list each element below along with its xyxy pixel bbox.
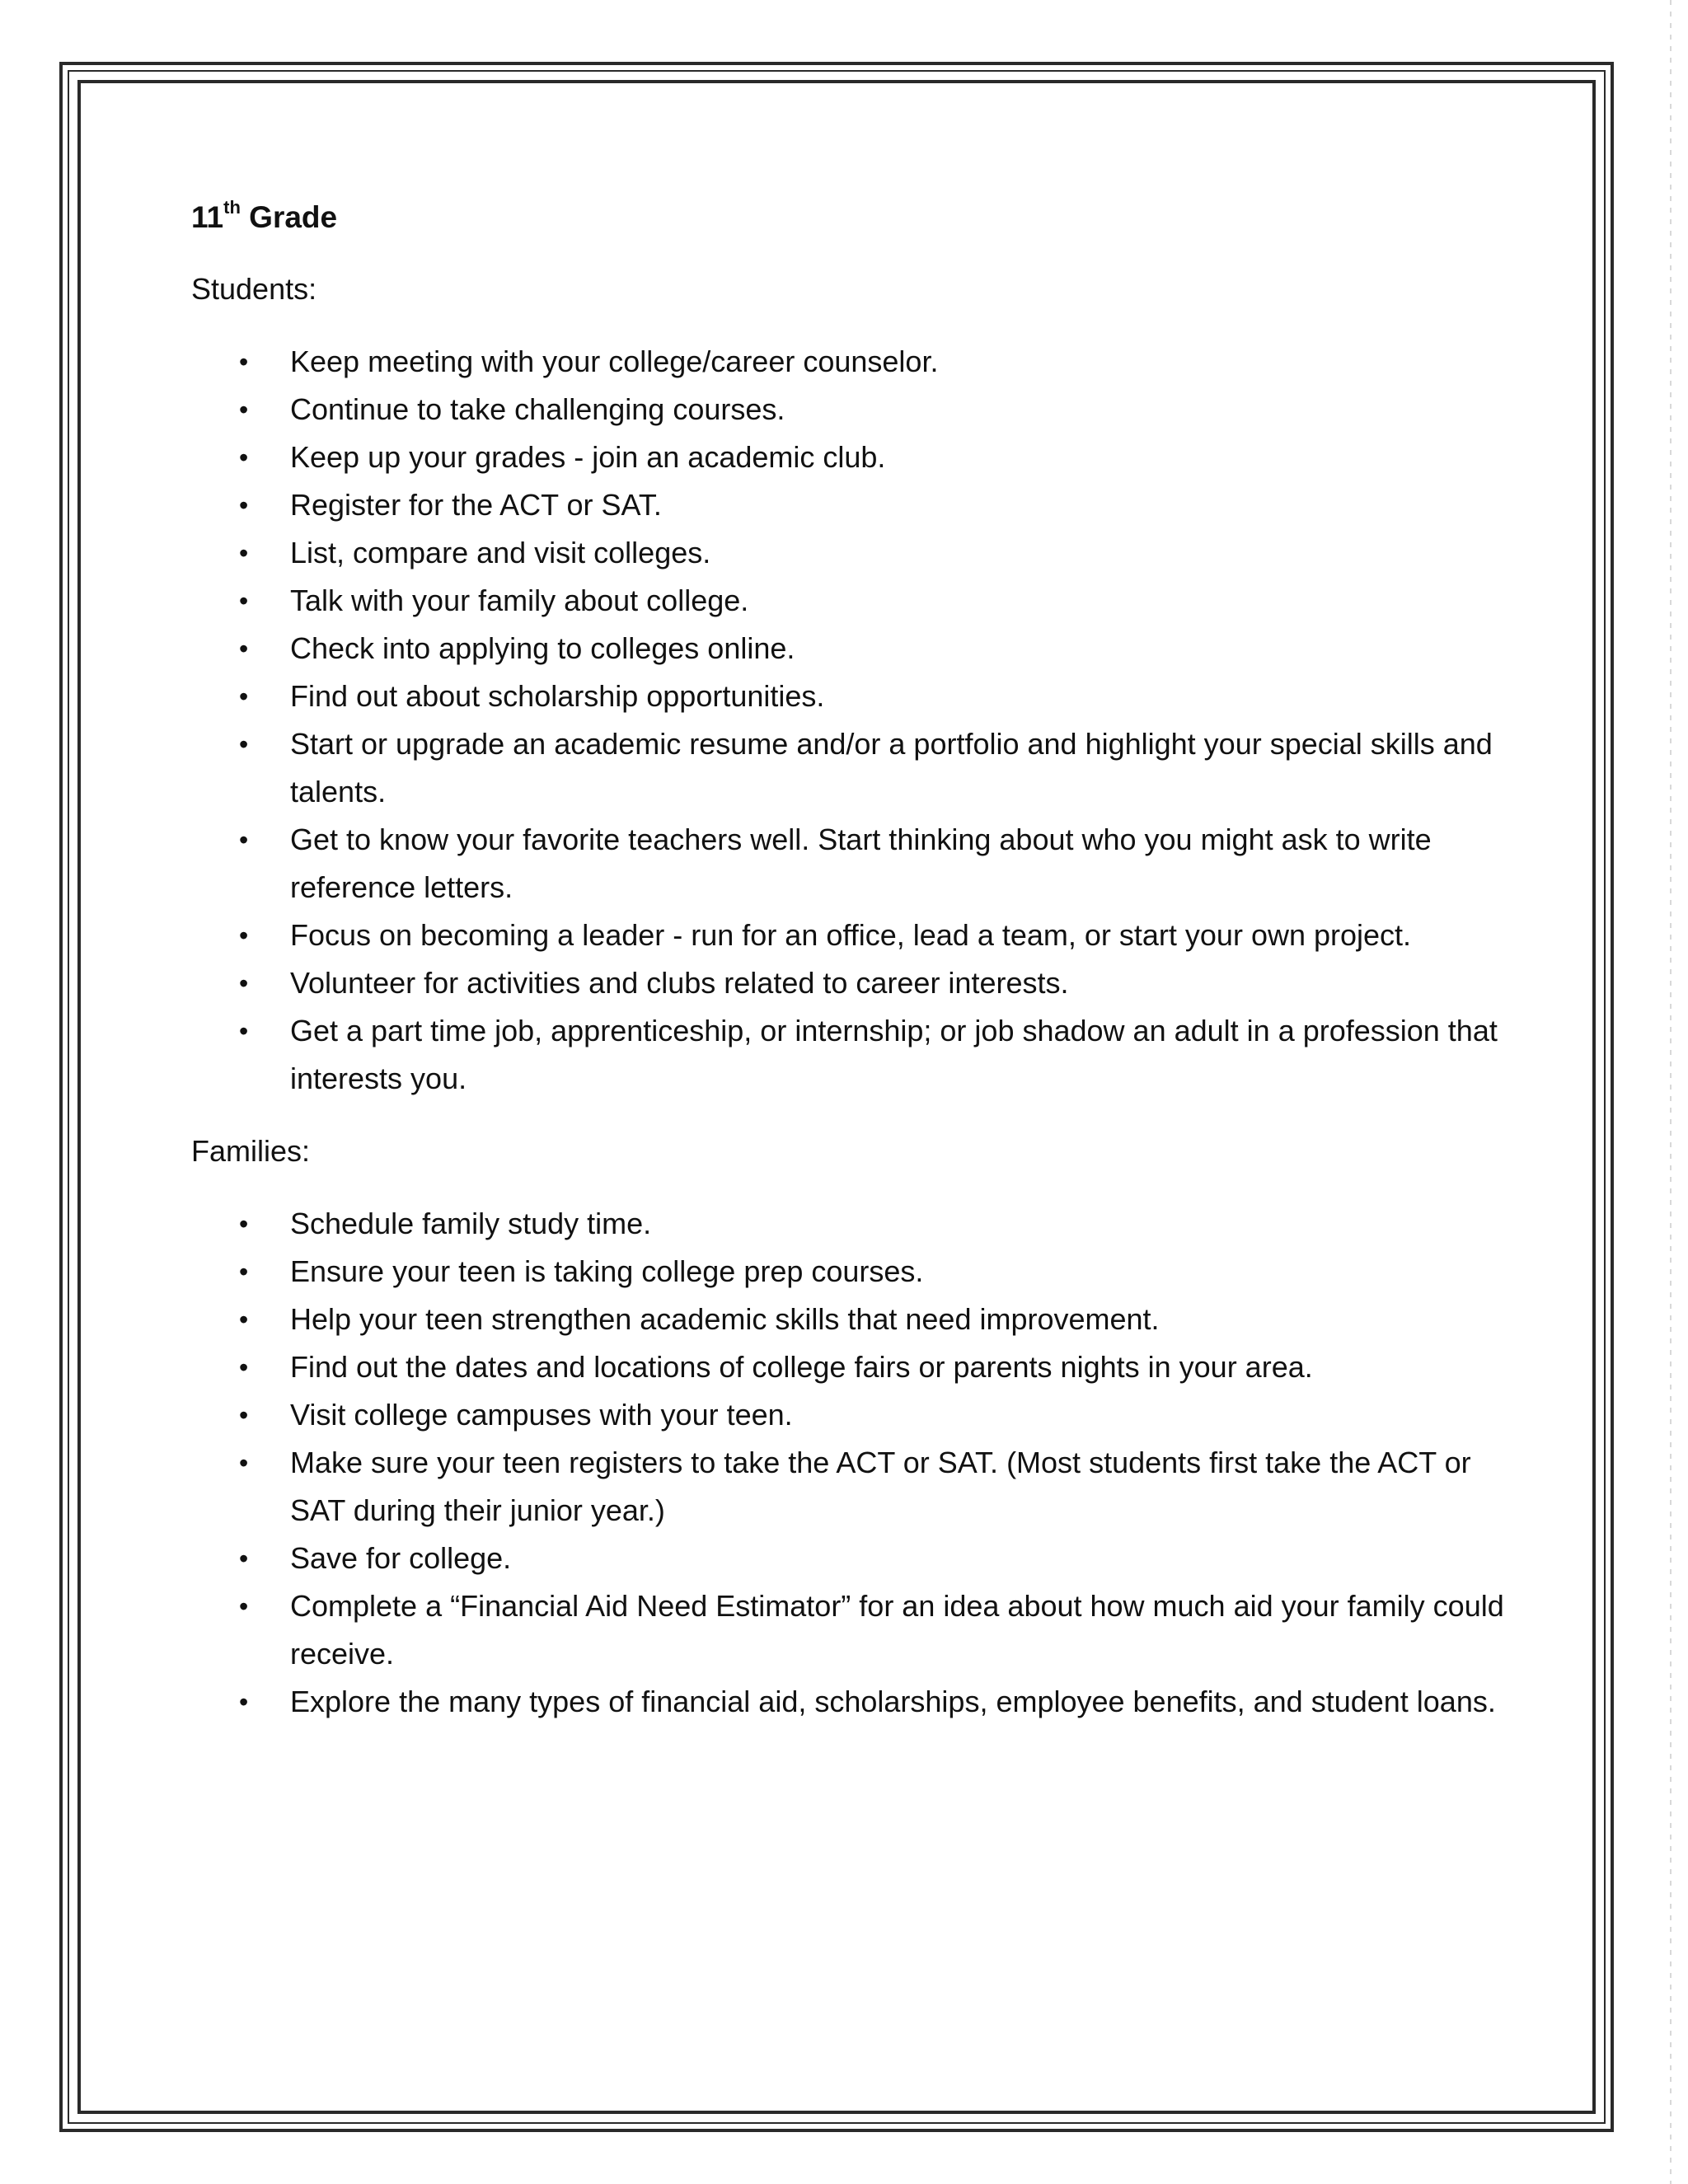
bullet-icon: • bbox=[239, 921, 249, 950]
title-word: Grade bbox=[249, 200, 338, 234]
bullet-icon: • bbox=[239, 682, 249, 711]
families-list-item bbox=[191, 1343, 1510, 1391]
families-list bbox=[191, 1200, 1510, 1726]
bullet-icon: • bbox=[239, 538, 249, 568]
list-item-text: Find out about scholarship opportunities. bbox=[290, 679, 825, 713]
bullet-icon: • bbox=[239, 1591, 249, 1621]
bullet-icon: • bbox=[239, 1016, 249, 1046]
students-list-item bbox=[191, 959, 1510, 1007]
students-list-item bbox=[191, 625, 1510, 673]
bullet-icon: • bbox=[239, 1209, 249, 1239]
bullet-icon: • bbox=[239, 634, 249, 663]
bullet-icon: • bbox=[239, 968, 249, 998]
families-list-item bbox=[191, 1391, 1510, 1439]
bullet-icon: • bbox=[239, 1400, 249, 1430]
bullet-icon: • bbox=[239, 347, 249, 377]
families-list-item bbox=[191, 1248, 1510, 1296]
title-ordinal-suffix: th bbox=[223, 196, 241, 218]
bullet-icon: • bbox=[239, 1448, 249, 1478]
list-item-text: Schedule family study time. bbox=[290, 1207, 652, 1240]
families-list-item bbox=[191, 1678, 1510, 1726]
list-item-text: Make sure your teen registers to take the ACT or SAT. (Most students first take the ACT or SAT during their junior year.) bbox=[290, 1446, 1471, 1527]
families-list-item bbox=[191, 1535, 1510, 1582]
students-list-item bbox=[191, 434, 1510, 481]
list-item-text: Keep up your grades - join an academic club. bbox=[290, 440, 886, 474]
students-list-item bbox=[191, 529, 1510, 577]
list-item-text: List, compare and visit colleges. bbox=[290, 536, 711, 569]
bullet-icon: • bbox=[239, 729, 249, 759]
list-item-text: Ensure your teen is taking college prep courses. bbox=[290, 1254, 924, 1288]
title-number: 11 bbox=[191, 200, 224, 234]
students-list-item bbox=[191, 912, 1510, 959]
list-item-text: Get a part time job, apprenticeship, or internship; or job shadow an adult in a profession that interests you. bbox=[290, 1014, 1498, 1095]
document-content bbox=[191, 194, 1510, 1750]
list-item-text: Get to know your favorite teachers well. Start thinking about who you might ask to write reference letters. bbox=[290, 823, 1432, 904]
list-item-text: Explore the many types of financial aid, scholarships, employee benefits, and student loans. bbox=[290, 1685, 1496, 1718]
bullet-icon: • bbox=[239, 825, 249, 855]
families-list-item bbox=[191, 1439, 1510, 1535]
list-item-text: Save for college. bbox=[290, 1541, 512, 1575]
students-list-item bbox=[191, 1007, 1510, 1103]
students-heading: Students: bbox=[191, 272, 317, 306]
families-list-item bbox=[191, 1296, 1510, 1343]
scan-edge-mark bbox=[1670, 0, 1672, 2184]
list-item-text: Find out the dates and locations of college fairs or parents nights in your area. bbox=[290, 1350, 1313, 1384]
list-item-text: Talk with your family about college. bbox=[290, 583, 749, 617]
list-item-text: Continue to take challenging courses. bbox=[290, 392, 785, 426]
list-item-text: Start or upgrade an academic resume and/or a portfolio and highlight your special skills and talents. bbox=[290, 727, 1493, 808]
list-item-text: Complete a “Financial Aid Need Estimator” for an idea about how much aid your family could receive. bbox=[290, 1589, 1504, 1671]
families-list-item bbox=[191, 1200, 1510, 1248]
list-item-text: Volunteer for activities and clubs related to career interests. bbox=[290, 966, 1069, 1000]
students-list-item bbox=[191, 386, 1510, 434]
families-heading: Families: bbox=[191, 1134, 311, 1168]
list-item-text: Register for the ACT or SAT. bbox=[290, 488, 662, 522]
bullet-icon: • bbox=[239, 1544, 249, 1573]
bullet-icon: • bbox=[239, 1687, 249, 1717]
students-list-item bbox=[191, 481, 1510, 529]
families-list-item bbox=[191, 1582, 1510, 1678]
bullet-icon: • bbox=[239, 1305, 249, 1334]
list-item-text: Keep meeting with your college/career counselor. bbox=[290, 344, 939, 378]
list-item-text: Help your teen strengthen academic skills that need improvement. bbox=[290, 1302, 1160, 1336]
bullet-icon: • bbox=[239, 443, 249, 472]
list-item-text: Visit college campuses with your teen. bbox=[290, 1398, 793, 1432]
bullet-icon: • bbox=[239, 395, 249, 424]
page-title bbox=[191, 194, 1510, 241]
students-list-item bbox=[191, 577, 1510, 625]
students-list-item bbox=[191, 720, 1510, 816]
bullet-icon: • bbox=[239, 1352, 249, 1382]
bullet-icon: • bbox=[239, 1257, 249, 1286]
list-item-text: Check into applying to colleges online. bbox=[290, 631, 795, 665]
students-list-item bbox=[191, 816, 1510, 912]
list-item-text: Focus on becoming a leader - run for an office, lead a team, or start your own project. bbox=[290, 918, 1412, 952]
bullet-icon: • bbox=[239, 490, 249, 520]
students-list bbox=[191, 338, 1510, 1103]
bullet-icon: • bbox=[239, 586, 249, 616]
students-list-item bbox=[191, 338, 1510, 386]
students-list-item bbox=[191, 673, 1510, 720]
